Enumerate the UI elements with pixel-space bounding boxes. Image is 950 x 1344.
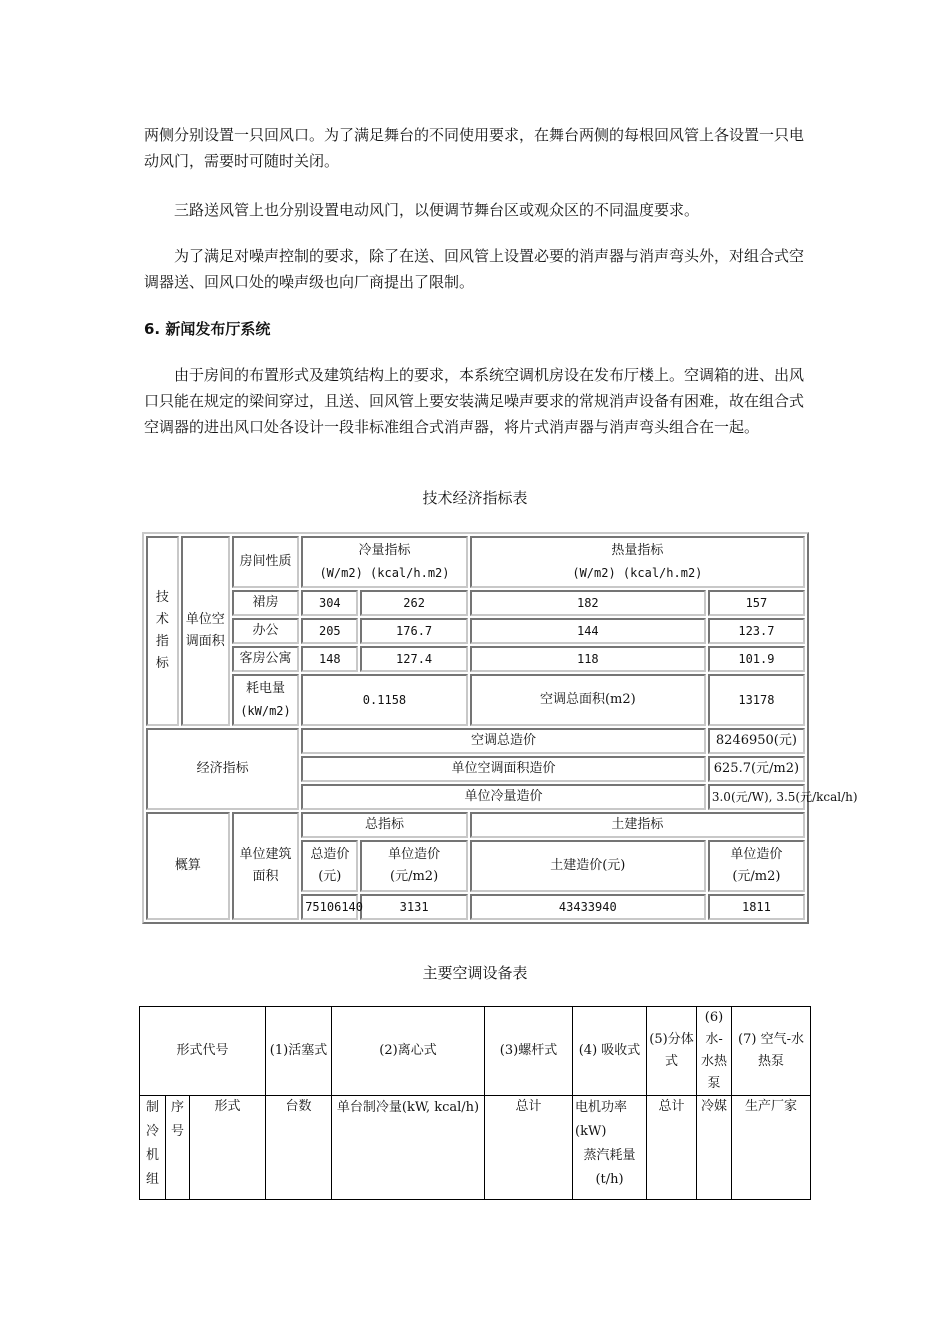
cooling-w-cell: 148: [301, 646, 358, 672]
type-6-header: (6)水-水热泵: [697, 1007, 732, 1096]
total2-label-cell: 总计: [647, 1096, 697, 1200]
econ-item-label: 单位空调面积造价: [301, 756, 706, 782]
econ-item-value: 3.0(元/W), 3.5(元/kcal/h): [708, 784, 805, 810]
civil-cost-header: 土建造价(元): [470, 840, 706, 892]
power-label-cell: [232, 674, 299, 726]
chiller-label-cell: 制冷机组: [140, 1096, 166, 1200]
room-type-cell: 裙房: [232, 590, 299, 616]
type-4-header: (4) 吸收式: [573, 1007, 647, 1096]
total-cost-header: 总造价(元): [301, 840, 358, 892]
heating-kcal-cell: 157: [708, 590, 805, 616]
table-row: [146, 812, 805, 838]
econ-item-label: 单位冷量造价: [301, 784, 706, 810]
heating-kcal-cell: 123.7: [708, 618, 805, 644]
civil-index-header: 土建指标: [470, 812, 805, 838]
paragraph-1: 两侧分别设置一只回风口。为了满足舞台的不同使用要求，在舞台两侧的每根回风管上各设置一只电动风门，需要时可随时关闭。: [144, 126, 805, 170]
maker-label-cell: 生产厂家: [732, 1096, 811, 1200]
table-row: [146, 728, 805, 754]
section-heading: 6. 新闻发布厅系统: [144, 320, 271, 338]
heating-w-cell: 118: [470, 646, 706, 672]
econ-label-cell: 经济指标: [146, 728, 299, 810]
form-code-header: 形式代号: [140, 1007, 266, 1096]
type-3-header: (3)螺杆式: [485, 1007, 573, 1096]
power-value-cell: 0.1158: [301, 674, 468, 726]
type-5-header: (5)分体式: [647, 1007, 697, 1096]
total-area-value-cell: 13178: [708, 674, 805, 726]
motor-label: 电机功率(kW): [575, 1100, 628, 1139]
paragraph-2: 三路送风管上也分别设置电动风门，以便调节舞台区或观众区的不同温度要求。: [174, 201, 700, 219]
heating-label: 热量指标: [611, 543, 664, 558]
heating-w-cell: 182: [470, 590, 706, 616]
unit-build-area-label-cell: 单位建筑面积: [232, 812, 299, 920]
steam-label: 蒸汽耗量(t/h): [583, 1148, 636, 1187]
tech-table-caption: 技术经济指标表: [422, 489, 528, 507]
econ-item-label: 空调总造价: [301, 728, 706, 754]
table-row: [146, 590, 805, 616]
unit-area-label-cell: 单位空调面积: [181, 536, 230, 726]
power-units: (kW/m2): [240, 704, 291, 718]
unit-cost-value: 3131: [360, 894, 467, 920]
tech-econ-table: [142, 532, 858, 924]
count-label-cell: 台数: [266, 1096, 332, 1200]
equip-table-caption: 主要空调设备表: [422, 964, 528, 982]
table-row: [140, 1096, 811, 1200]
civil-unit-cost-value: 1811: [708, 894, 805, 920]
motor-steam-cell: [573, 1096, 647, 1200]
room-type-header: 房间性质: [232, 536, 299, 588]
serial-label-cell: 序号: [166, 1096, 190, 1200]
power-label: 耗电量: [245, 681, 285, 696]
capacity-label-cell: 单台制冷量(kW, kcal/h): [332, 1096, 485, 1200]
type-7-header: (7) 空气-水热泵: [732, 1007, 811, 1096]
type-2-header: (2)离心式: [332, 1007, 485, 1096]
total-index-header: 总指标: [301, 812, 468, 838]
cooling-label: 冷量指标: [358, 543, 411, 558]
room-type-cell: 办公: [232, 618, 299, 644]
cooling-kcal-cell: 127.4: [360, 646, 467, 672]
unit-cost-header: 单位造价(元/m2): [360, 840, 467, 892]
heating-kcal-cell: 101.9: [708, 646, 805, 672]
tech-label-cell: 技术指标: [146, 536, 179, 726]
econ-item-value: 625.7(元/m2): [708, 756, 805, 782]
equipment-table: [139, 1006, 811, 1200]
table-row: [146, 674, 805, 726]
paragraph-4: 由于房间的布置形式及建筑结构上的要求，本系统空调机房设在发布厅楼上。空调箱的进、出风口只能在规定的梁间穿过，且送、回风管上要安装满足噪声要求的常规消声设备有困难，故在组合式空调器的进出风口处各设计一段非标准组合式消声器，将片式消声器与消声弯头组合在一起。: [144, 366, 805, 436]
estimate-label-cell: 概算: [146, 812, 230, 920]
cooling-units: (W/m2) (kcal/h.m2): [319, 566, 450, 580]
room-type-cell: 客房公寓: [232, 646, 299, 672]
heating-w-cell: 144: [470, 618, 706, 644]
paragraph-3: 为了满足对噪声控制的要求，除了在送、回风管上设置必要的消声器与消声弯头外，对组合式空调器送、回风口处的噪声级也向厂商提出了限制。: [144, 247, 805, 291]
cooling-header: [301, 536, 468, 588]
civil-cost-value: 43433940: [470, 894, 706, 920]
table-row: [146, 646, 805, 672]
cooling-kcal-cell: 176.7: [360, 618, 467, 644]
refrigerant-label-cell: 冷媒: [697, 1096, 732, 1200]
table-row: [140, 1007, 811, 1096]
cooling-w-cell: 304: [301, 590, 358, 616]
total-label-cell: 总计: [485, 1096, 573, 1200]
form-label-cell: 形式: [190, 1096, 266, 1200]
total-cost-value: 75106140: [301, 894, 358, 920]
type-1-header: (1)活塞式: [266, 1007, 332, 1096]
cooling-kcal-cell: 262: [360, 590, 467, 616]
econ-item-value: 8246950(元): [708, 728, 805, 754]
civil-unit-cost-header: 单位造价(元/m2): [708, 840, 805, 892]
heating-header: [470, 536, 805, 588]
cooling-w-cell: 205: [301, 618, 358, 644]
total-area-label-cell: 空调总面积(m2): [470, 674, 706, 726]
heating-units: (W/m2) (kcal/h.m2): [572, 566, 703, 580]
table-row: [146, 618, 805, 644]
